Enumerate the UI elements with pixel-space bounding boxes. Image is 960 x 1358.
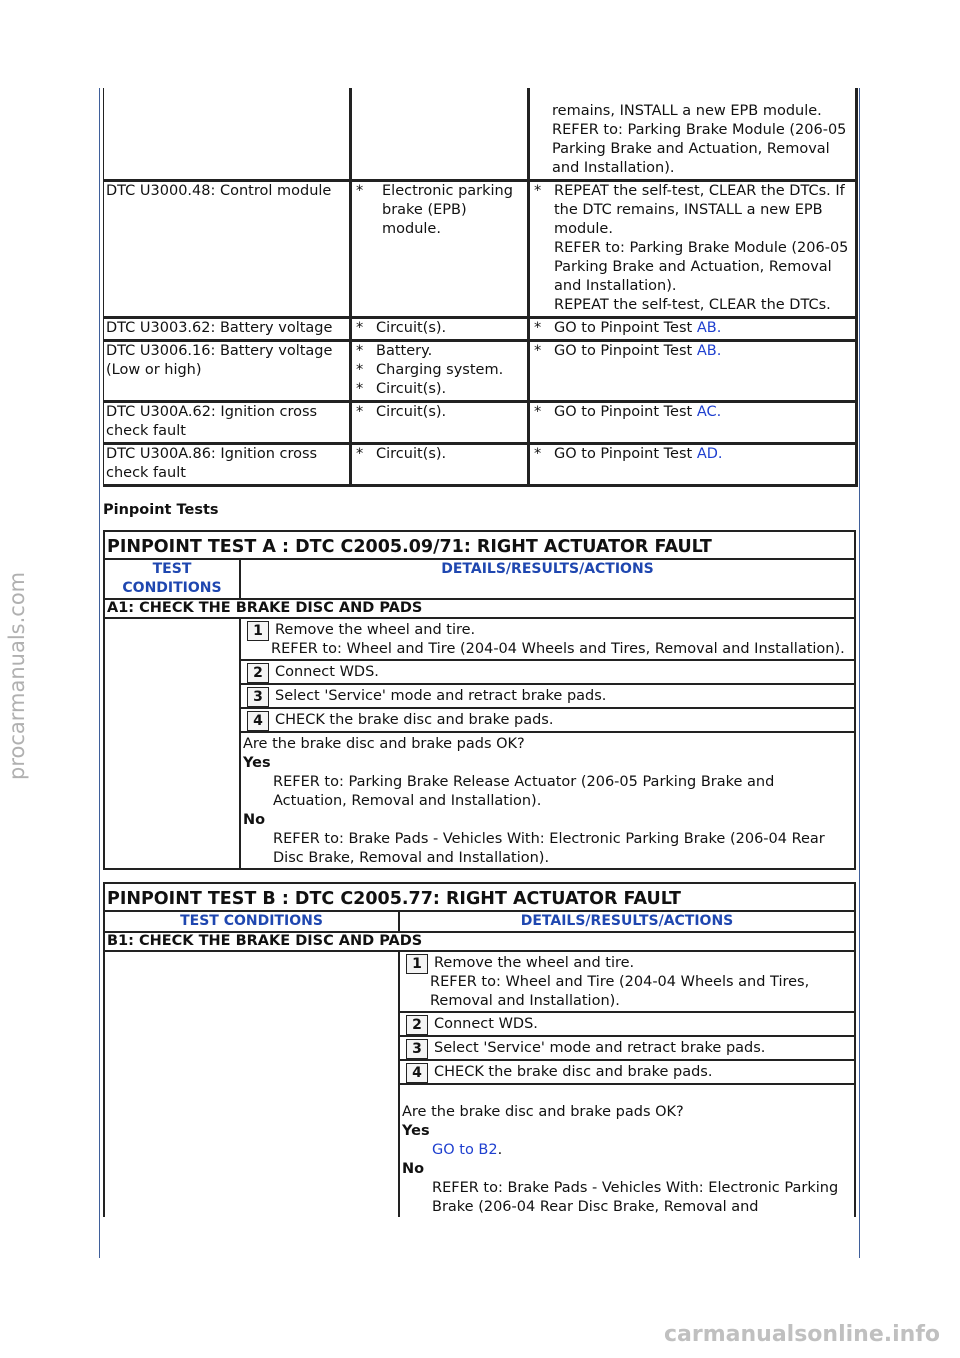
pinpoint-test-a — [103, 530, 856, 870]
table-row — [104, 402, 857, 444]
dtc-cause-cell: * Circuit(s). — [351, 402, 529, 444]
pinpoint-link[interactable]: AB. — [696, 343, 722, 359]
step-item: 3 Select 'Service' mode and retract brake pads. — [400, 1037, 854, 1061]
step-number: 4 — [406, 1063, 428, 1083]
test-conditions-cell — [104, 951, 399, 1217]
page-content — [103, 88, 856, 1217]
left-frame-line — [99, 88, 100, 1258]
table-row — [104, 181, 857, 318]
column-header: DETAILS/RESULTS/ACTIONS — [399, 911, 855, 932]
step-number: 1 — [406, 954, 428, 974]
step-number: 4 — [247, 711, 269, 731]
column-header: TEST CONDITIONS — [104, 911, 399, 932]
step-number: 1 — [247, 621, 269, 641]
test-conditions-cell — [104, 618, 240, 869]
step-item: 3 Select 'Service' mode and retract brake pads. — [241, 685, 854, 709]
dtc-code-cell: DTC U300A.62: Ignition cross check fault — [104, 402, 351, 444]
bullet-star: * — [356, 183, 364, 199]
dtc-action-cell: * GO to Pinpoint Test AD. — [529, 444, 857, 486]
pinpoint-test-b — [103, 882, 856, 1217]
action-text: remains, INSTALL a new EPB module. — [552, 103, 822, 119]
dtc-code-cell: DTC U3003.62: Battery voltage — [104, 318, 351, 341]
details-cell — [240, 618, 855, 869]
step-item: 4 CHECK the brake disc and brake pads. — [241, 709, 854, 733]
section-heading: Pinpoint Tests — [103, 502, 219, 518]
step-number: 2 — [406, 1015, 428, 1035]
dtc-action-cell: * GO to Pinpoint Test AB. — [529, 318, 857, 341]
dtc-action-cell: * GO to Pinpoint Test AB. — [529, 341, 857, 402]
dtc-action-cell — [529, 88, 857, 181]
step-item: 1 Remove the wheel and tire. REFER to: Wheel and Tire (204-04 Wheels and Tires, Removal and Installation). — [241, 619, 854, 661]
dtc-code-cell: DTC U3000.48: Control module — [104, 181, 351, 318]
table-row — [104, 318, 857, 341]
column-header: TEST CONDITIONS — [104, 559, 240, 599]
table-row — [104, 341, 857, 402]
pinpoint-link[interactable]: AB. — [696, 320, 722, 336]
dtc-cause-cell: * Electronic parking brake (EPB) module. — [351, 181, 529, 318]
dtc-cause-cell: * Battery. * Charging system. * Circuit(s). — [351, 341, 529, 402]
bullet-star: * — [534, 183, 542, 199]
step-number: 2 — [247, 663, 269, 683]
answer-yes-label: Yes — [402, 1123, 430, 1139]
pinpoint-link[interactable]: AC. — [696, 404, 722, 420]
step-number: 3 — [406, 1039, 428, 1059]
question-block: Are the brake disc and brake pads OK? Yes GO to B2. No REFER to: Brake Pads - Vehicles With: Electronic Parking Brake (206-04 Rear Disc Brake, Removal and — [400, 1085, 854, 1217]
go-to-b2-link[interactable]: GO to B2 — [432, 1142, 498, 1158]
action-text: REFER to: Parking Brake Module (206-05 Parking Brake and Actuation, Removal and Installation). — [552, 122, 847, 176]
dtc-code-cell — [104, 88, 351, 181]
details-cell — [399, 951, 855, 1217]
dtc-action-cell: * REPEAT the self-test, CLEAR the DTCs. If the DTC remains, INSTALL a new EPB module. REFER to: Parking Brake Module (206-05 Parking Brake and Actuation, Removal and Installation). REPEAT the self-test, CLEAR the DTCs. — [529, 181, 857, 318]
table-row — [104, 444, 857, 486]
right-frame-line — [859, 88, 860, 1258]
dtc-cause-cell — [351, 88, 529, 181]
question-block: Are the brake disc and brake pads OK? Yes REFER to: Parking Brake Release Actuator (206-05 Parking Brake and Actuation, Removal and Installation). No REFER to: Brake Pads - Vehicles With: Electronic Parking Brake (206-04 Rear Disc Brake, Removal and Installation). — [241, 733, 854, 868]
pinpoint-title: PINPOINT TEST B : DTC C2005.77: RIGHT ACTUATOR FAULT — [104, 883, 855, 911]
pinpoint-link[interactable]: AD. — [696, 446, 723, 462]
dtc-table — [103, 88, 858, 487]
table-row — [104, 88, 857, 181]
step-item: 2 Connect WDS. — [241, 661, 854, 685]
answer-no-label: No — [243, 812, 266, 828]
column-header: DETAILS/RESULTS/ACTIONS — [240, 559, 855, 599]
step-item: 4 CHECK the brake disc and brake pads. — [400, 1061, 854, 1085]
pinpoint-title: PINPOINT TEST A : DTC C2005.09/71: RIGHT ACTUATOR FAULT — [104, 531, 855, 559]
answer-no-label: No — [402, 1161, 425, 1177]
dtc-cause-cell: * Circuit(s). — [351, 318, 529, 341]
step-number: 3 — [247, 687, 269, 707]
step-item: 1 Remove the wheel and tire. REFER to: Wheel and Tire (204-04 Wheels and Tires, Removal and Installation). — [400, 952, 854, 1013]
dtc-action-cell: * GO to Pinpoint Test AC. — [529, 402, 857, 444]
bottom-watermark: carmanualsonline.info — [664, 1322, 940, 1347]
dtc-code-cell: DTC U300A.86: Ignition cross check fault — [104, 444, 351, 486]
step-heading: B1: CHECK THE BRAKE DISC AND PADS — [104, 932, 855, 951]
answer-yes-label: Yes — [243, 755, 271, 771]
dtc-cause-cell: * Circuit(s). — [351, 444, 529, 486]
step-heading: A1: CHECK THE BRAKE DISC AND PADS — [104, 599, 855, 618]
step-item: 2 Connect WDS. — [400, 1013, 854, 1037]
dtc-code-cell: DTC U3006.16: Battery voltage (Low or high) — [104, 341, 351, 402]
